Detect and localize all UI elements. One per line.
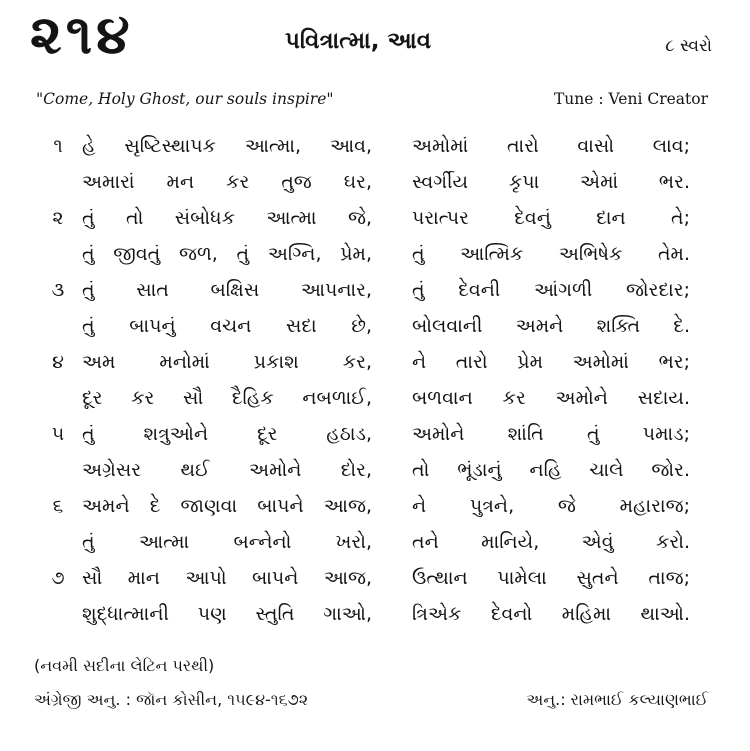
line-first-half: તું તો સંબોધક આત્મા જે, [82, 207, 372, 229]
english-translator-credit: અંગ્રેજી અનુ. : જૉન કોસીન, ૧૫૯૪-૧૬૭૨ [34, 690, 309, 709]
line-first-half: હે સૃષ્ટિસ્થાપક આત્મા, આવ, [82, 135, 372, 157]
line-second-half: તો ભૂંડાનું નહિ ચાલે જોર. [412, 459, 690, 481]
verse-line [0, 488, 750, 524]
verse-line [0, 128, 750, 164]
verse-line [0, 164, 750, 200]
line-first-half: શુદ્ધાત્માની પણ સ્તુતિ ગાઓ, [82, 603, 372, 625]
line-first-half: તું આત્મા બન્નેનો ખરો, [82, 531, 372, 553]
line-second-half: ત્રિએક દેવનો મહિમા થાઓ. [412, 603, 690, 625]
verse-3 [0, 272, 750, 344]
verse-line [0, 308, 750, 344]
verse-number: ૫ [51, 423, 65, 445]
verses [0, 128, 750, 632]
verse-number: ૪ [52, 351, 64, 373]
line-first-half: અમને દે જાણવા બાપને આજ, [82, 495, 372, 517]
line-first-half: તું શત્રુઓને દૂર હઠાડ, [82, 423, 372, 445]
line-second-half: તું આત્મિક અભિષેક તેમ. [412, 243, 690, 265]
verse-1 [0, 128, 750, 200]
verse-line [0, 560, 750, 596]
verse-line [0, 524, 750, 560]
hymn-title: પવિત્રાત્મા, આવ [285, 28, 432, 54]
line-first-half: દૂર કર સૌ દૈહિક નબળાઈ, [82, 387, 372, 409]
verse-4 [0, 344, 750, 416]
verse-number: ૬ [52, 495, 64, 517]
tune-name: Tune : Veni Creator [553, 90, 708, 108]
line-second-half: ઉત્થાન પામેલા સુતને તાજ; [412, 567, 690, 589]
line-second-half: ને પુત્રને, જે મહારાજ; [412, 495, 690, 517]
line-first-half: તું સાત બક્ષિસ આપનાર, [82, 279, 372, 301]
verse-5 [0, 416, 750, 488]
line-second-half: તું દેવની આંગળી જોરદાર; [412, 279, 690, 301]
verse-number: ૨ [52, 207, 64, 229]
line-second-half: બળવાન કર અમોને સદાય. [412, 387, 690, 409]
verse-line [0, 272, 750, 308]
line-second-half: તને માનિયે, એવું કરો. [412, 531, 690, 553]
line-second-half: ને તારો પ્રેમ અમોમાં ભર; [412, 351, 690, 373]
verse-line [0, 236, 750, 272]
verse-number: ૧ [53, 135, 63, 157]
verse-line [0, 380, 750, 416]
verse-line [0, 200, 750, 236]
verse-number: ૩ [51, 279, 65, 301]
line-first-half: અમ મનોમાં પ્રકાશ કર, [82, 351, 372, 373]
line-first-half: અગ્રેસર થઈ અમોને દોર, [82, 459, 372, 481]
line-second-half: પરાત્પર દેવનું દાન તે; [412, 207, 690, 229]
line-first-half: તું જીવતું જળ, તું અગ્નિ, પ્રેમ, [82, 243, 372, 265]
line-second-half: બોલવાની અમને શક્તિ દે. [412, 315, 690, 337]
line-second-half: અમોમાં તારો વાસો લાવ; [412, 135, 690, 157]
english-first-line: "Come, Holy Ghost, our souls inspire" [36, 90, 334, 108]
line-second-half: અમોને શાંતિ તું પમાડ; [412, 423, 690, 445]
verse-number: ૭ [51, 567, 65, 589]
verse-7 [0, 560, 750, 632]
gujarati-translator-credit: અનુ.: રામભાઈ કલ્યાણભાઈ [526, 690, 708, 709]
origin-note: (નવમી સદીના લેટિન પરથી) [34, 656, 215, 675]
meter-label: ૮ સ્વરો [665, 36, 712, 56]
line-second-half: સ્વર્ગીય કૃપા એમાં ભર. [412, 171, 690, 193]
verse-line [0, 452, 750, 488]
verse-6 [0, 488, 750, 560]
hymn-number: ૨૧૪ [30, 3, 134, 66]
verse-line [0, 416, 750, 452]
verse-line [0, 596, 750, 632]
verse-2 [0, 200, 750, 272]
line-first-half: તું બાપનું વચન સદા છે, [82, 315, 372, 337]
verse-line [0, 344, 750, 380]
line-first-half: સૌ માન આપો બાપને આજ, [82, 567, 372, 589]
line-first-half: અમારાં મન કર તુજ ઘર, [82, 171, 372, 193]
